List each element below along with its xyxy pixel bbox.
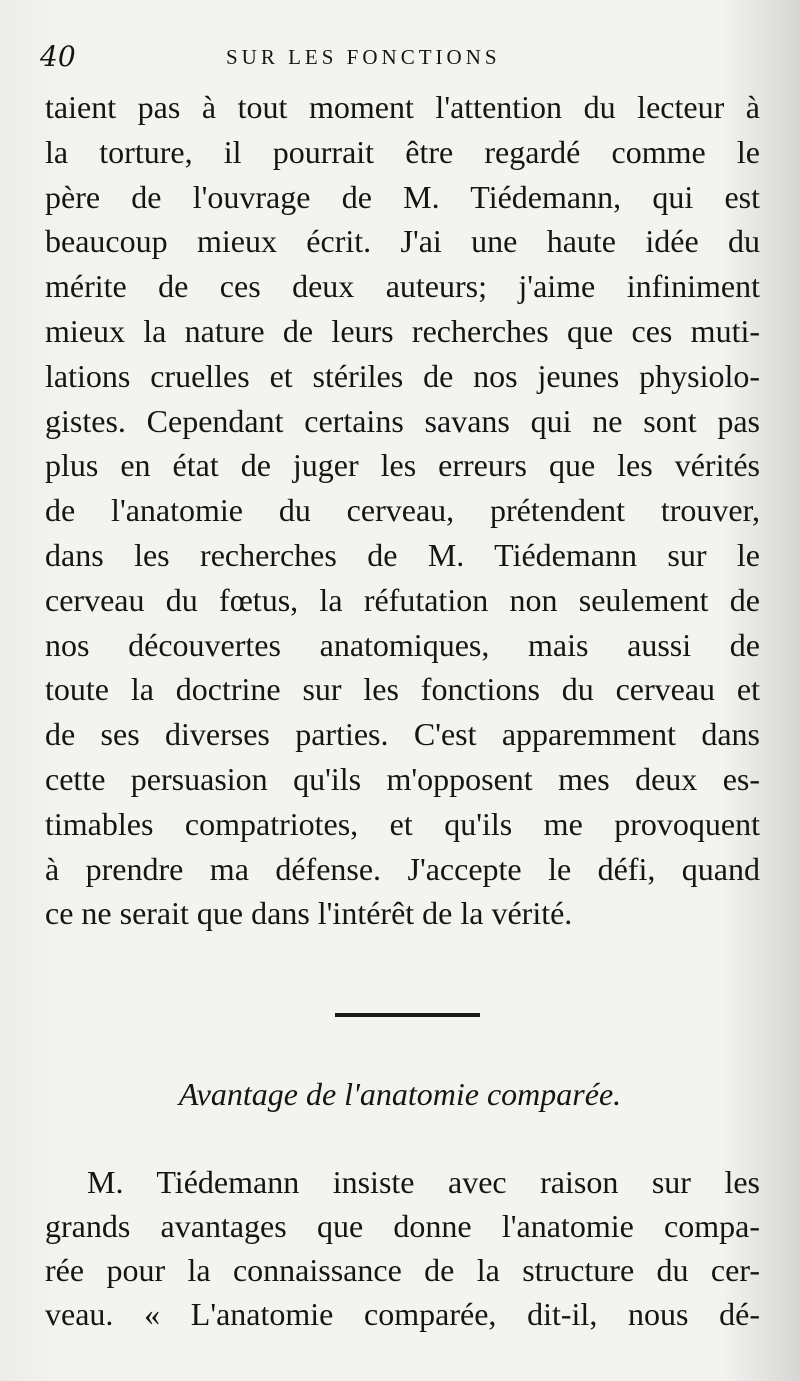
text-line: toute la doctrine sur les fonctions du cerveau et — [45, 671, 760, 708]
text-line: M. Tiédemann insiste avec raison sur les — [87, 1164, 760, 1200]
text-line: cerveau du fœtus, la réfutation non seulement de — [45, 581, 760, 618]
text-line: père de l'ouvrage de M. Tiédemann, qui est — [45, 178, 760, 215]
text-line: lations cruelles et stériles de nos jeunes physiolo- — [45, 357, 760, 394]
text-line: mérite de ces deux auteurs; j'aime infiniment — [45, 268, 760, 305]
page-number: 40 — [40, 40, 76, 73]
text-line: grands avantages que donne l'anatomie compa- — [45, 1208, 760, 1244]
running-head: SUR LES FONCTIONS — [226, 45, 501, 69]
paragraph-continued — [45, 85, 760, 936]
text-line: à prendre ma défense. J'accepte le défi, quand — [45, 850, 760, 887]
text-line: taient pas à tout moment l'attention du lecteur à — [45, 89, 760, 125]
section-divider — [335, 1013, 480, 1017]
page-header — [40, 40, 760, 74]
text-line: cette persuasion qu'ils m'opposent mes deux es- — [45, 760, 760, 797]
text-line: plus en état de juger les erreurs que les vérités — [45, 447, 760, 484]
text-line: mieux la nature de leurs recherches que ces muti- — [45, 312, 760, 349]
text-line: ce ne serait que dans l'intérêt de la vérité. — [45, 895, 573, 932]
text-line: de ses diverses parties. C'est apparemment dans — [45, 716, 760, 753]
paragraph-new-section — [45, 1160, 760, 1336]
text-line: de l'anatomie du cerveau, prétendent trouver, — [45, 492, 760, 529]
text-line: nos découvertes anatomiques, mais aussi de — [45, 626, 760, 663]
text-line: la torture, il pourrait être regardé comme le — [45, 133, 760, 170]
text-line: dans les recherches de M. Tiédemann sur le — [45, 536, 760, 573]
text-line: timables compatriotes, et qu'ils me provoquent — [45, 805, 760, 842]
text-line: gistes. Cependant certains savans qui ne sont pas — [45, 402, 760, 439]
section-title: Avantage de l'anatomie comparée. — [178, 1076, 622, 1112]
text-line: veau. « L'anatomie comparée, dit-il, nous dé- — [45, 1296, 760, 1332]
text-line: rée pour la connaissance de la structure du cer- — [45, 1252, 760, 1288]
text-line: beaucoup mieux écrit. J'ai une haute idée du — [45, 223, 760, 260]
